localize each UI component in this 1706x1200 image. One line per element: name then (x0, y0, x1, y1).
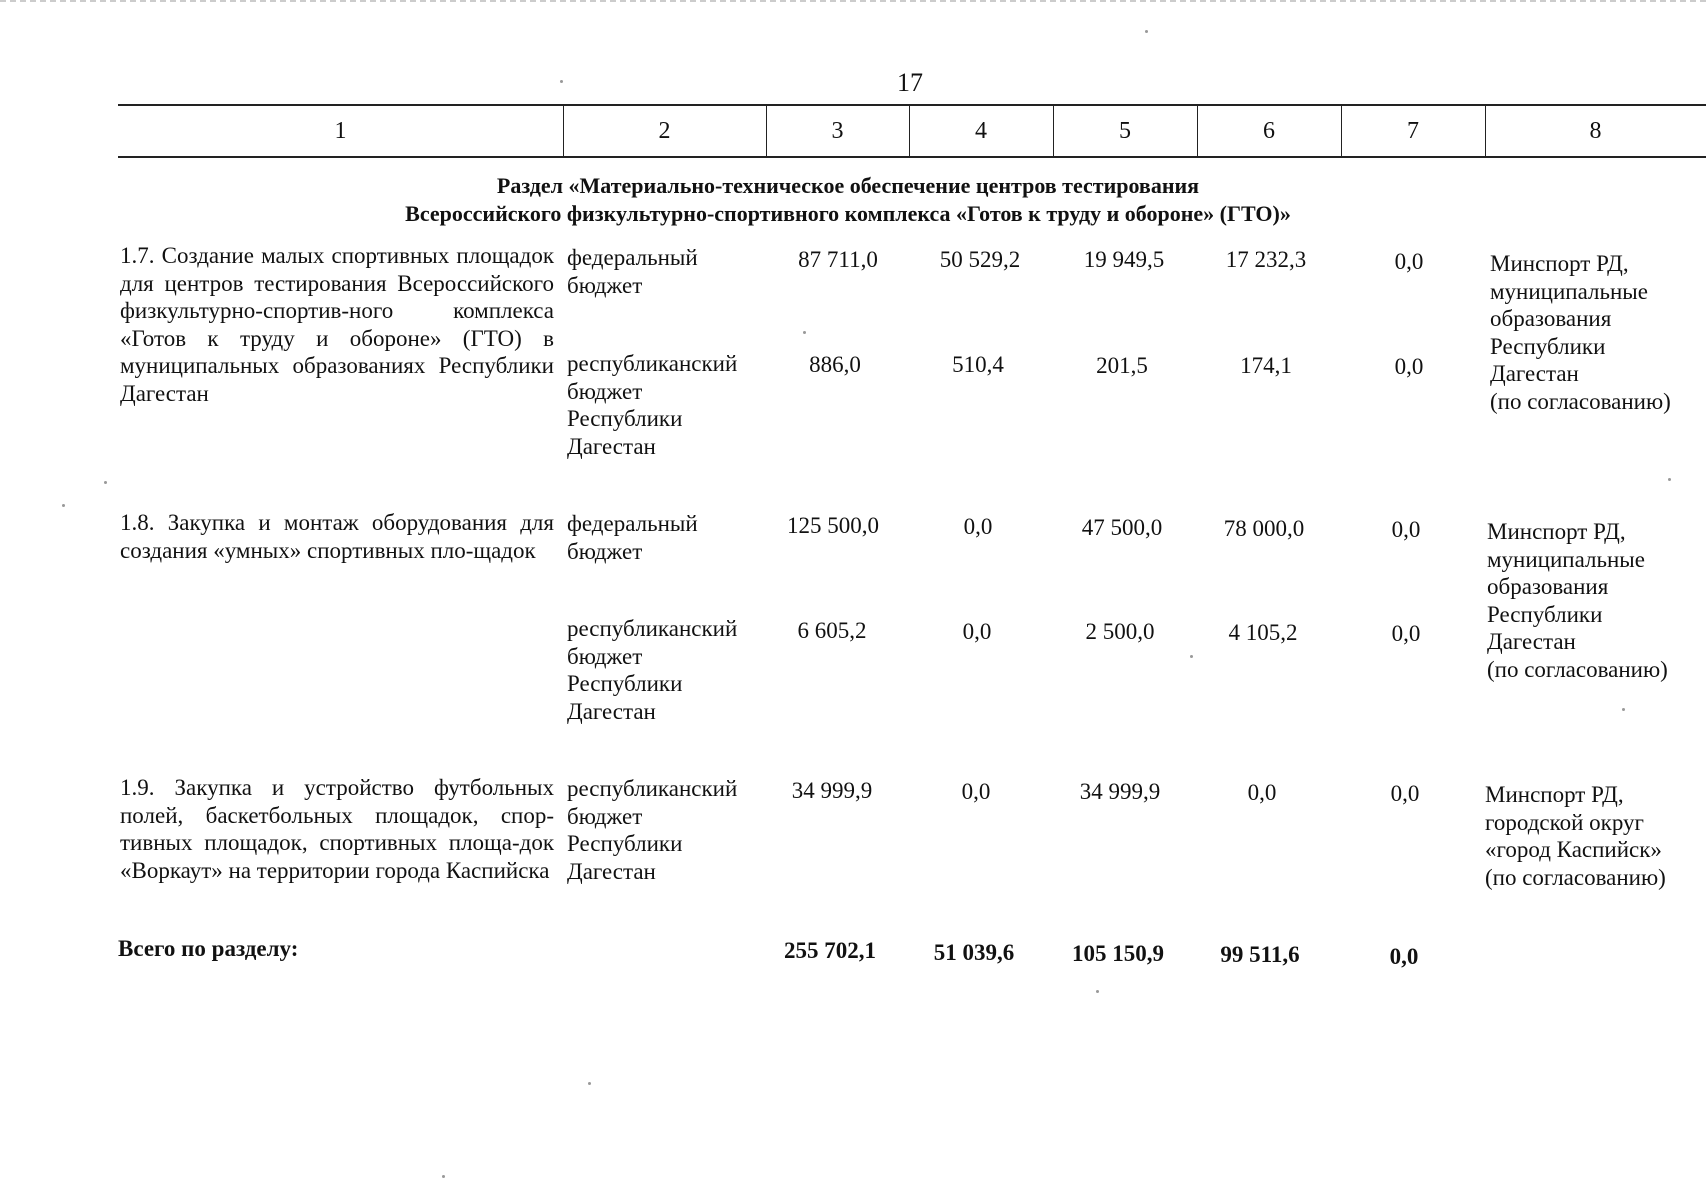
value-year-3: 174,1 (1240, 353, 1292, 378)
responsible-party (1490, 250, 1702, 415)
funding-source (567, 775, 767, 885)
value-year-2: 201,5 (1096, 353, 1148, 378)
column-number: 6 (1263, 118, 1275, 144)
total-value: 0,0 (1389, 944, 1419, 969)
funding-source-line: республиканский (567, 351, 738, 376)
responsible-line: (по согласованию) (1490, 388, 1671, 414)
measure-description: 1.8. Закупка и монтаж оборудования для создания «умных» спортивных пло-щадок (120, 510, 554, 563)
funding-source-line: Дагестан (567, 858, 656, 884)
responsible-line: муниципальные (1490, 278, 1648, 304)
value-total: 886,0 (809, 352, 861, 377)
scan-speck (1622, 708, 1625, 711)
scan-speck (560, 80, 563, 83)
value-year-3: 17 232,3 (1225, 247, 1307, 272)
scan-speck (1190, 655, 1193, 658)
value-year-3: 4 105,2 (1228, 620, 1298, 645)
value-year-1: 0,0 (961, 779, 991, 804)
funding-source-line: бюджет (567, 272, 643, 298)
value-year-2: 47 500,0 (1081, 515, 1163, 540)
scan-speck (104, 481, 107, 484)
funding-source (567, 510, 767, 565)
responsible-line: Минспорт РД, (1487, 519, 1626, 544)
value-year-2: 19 949,5 (1083, 247, 1165, 272)
scan-speck (62, 504, 65, 507)
funding-source-line: бюджет (567, 378, 643, 404)
scan-speck (1668, 478, 1671, 481)
value-year-4: 0,0 (1391, 517, 1421, 542)
responsible-line: «город Каспийск» (1485, 837, 1662, 862)
responsible-line: (по согласованию) (1485, 864, 1666, 890)
funding-source-line: федеральный (567, 511, 698, 536)
total-value: 105 150,9 (1072, 941, 1164, 966)
total-label: Всего по разделу: (118, 936, 299, 961)
responsible-line: Дагестан (1490, 361, 1579, 386)
column-number: 8 (1589, 118, 1602, 144)
scan-edge-artifact (0, 0, 1706, 12)
responsible-line: образования (1490, 306, 1612, 331)
page-number: 17 (897, 68, 923, 97)
section-title (118, 172, 1578, 228)
scan-speck (1096, 990, 1099, 993)
funding-source-line: республиканский (567, 776, 738, 801)
column-number: 1 (334, 118, 347, 144)
responsible-line: Республики (1487, 601, 1603, 627)
value-year-1: 0,0 (962, 619, 992, 644)
responsible-line: Республики (1490, 333, 1606, 359)
responsible-party (1487, 518, 1699, 683)
funding-source-line: Республики (567, 671, 683, 696)
column-number: 2 (658, 118, 671, 144)
funding-source-line: бюджет (567, 643, 643, 669)
section-title-line: Раздел «Материально-техническое обеспечение центров тестирования (496, 173, 1200, 198)
funding-source-line: республиканский (567, 616, 738, 641)
responsible-line: образования (1487, 574, 1609, 599)
value-year-2: 34 999,9 (1079, 779, 1161, 804)
responsible-line: муниципальные (1487, 546, 1645, 572)
funding-source-line: Дагестан (567, 698, 656, 724)
value-year-4: 0,0 (1394, 249, 1424, 274)
value-total: 87 711,0 (798, 247, 878, 272)
value-total: 6 605,2 (797, 618, 867, 643)
column-number: 4 (975, 118, 987, 144)
value-year-4: 0,0 (1391, 621, 1421, 646)
funding-source (567, 615, 767, 725)
funding-source (567, 244, 767, 299)
funding-source-line: бюджет (567, 803, 643, 829)
responsible-party (1485, 781, 1697, 891)
scan-speck (588, 1082, 591, 1085)
responsible-line: Минспорт РД, (1485, 782, 1624, 807)
column-number: 3 (831, 118, 844, 144)
value-total: 125 500,0 (787, 513, 879, 538)
column-number: 7 (1407, 118, 1419, 144)
value-year-1: 50 529,2 (939, 247, 1021, 272)
funding-source-line: Республики (567, 831, 683, 856)
value-year-1: 0,0 (963, 514, 993, 539)
funding-source-line: федеральный (567, 245, 698, 270)
total-value: 51 039,6 (933, 940, 1015, 965)
funding-source-line: Дагестан (567, 433, 656, 459)
funding-source-line: бюджет (567, 538, 643, 564)
value-year-3: 0,0 (1247, 780, 1277, 805)
total-value: 99 511,6 (1220, 942, 1300, 967)
value-year-4: 0,0 (1394, 354, 1424, 379)
responsible-line: Дагестан (1487, 629, 1576, 654)
value-year-4: 0,0 (1390, 781, 1420, 806)
value-total: 34 999,9 (791, 778, 873, 803)
scan-speck (442, 1175, 445, 1178)
funding-source-line: Республики (567, 406, 683, 431)
total-value: 255 702,1 (784, 938, 876, 963)
responsible-line: (по согласованию) (1487, 656, 1668, 682)
value-year-2: 2 500,0 (1085, 619, 1155, 644)
scan-speck (1145, 30, 1148, 33)
value-year-3: 78 000,0 (1223, 516, 1305, 541)
responsible-line: Минспорт РД, (1490, 251, 1629, 276)
value-year-1: 510,4 (952, 352, 1004, 377)
section-title-line: Всероссийского физкультурно-спортивного комплекса «Готов к труду и обороне» (ГТО)» (405, 201, 1291, 226)
column-number: 5 (1119, 118, 1131, 144)
header-top-rule (118, 104, 1706, 106)
funding-source (567, 350, 767, 460)
measure-description: 1.9. Закупка и устройство футбольных полей, баскетбольных площадок, спор-тивных площадок, спортивных площа-док «Воркаут» на территории города Каспийска (120, 775, 554, 883)
responsible-line: городской округ (1485, 809, 1644, 835)
measure-description: 1.7. Создание малых спортивных площадок для центров тестирования Всероссийского физкультурно-спортив-ного комплекса «Готов к труду и обороне» (ГТО) в муниципальных образованиях Республики Дагестан (120, 243, 554, 406)
scan-speck (803, 331, 806, 334)
header-bottom-rule (118, 156, 1706, 158)
